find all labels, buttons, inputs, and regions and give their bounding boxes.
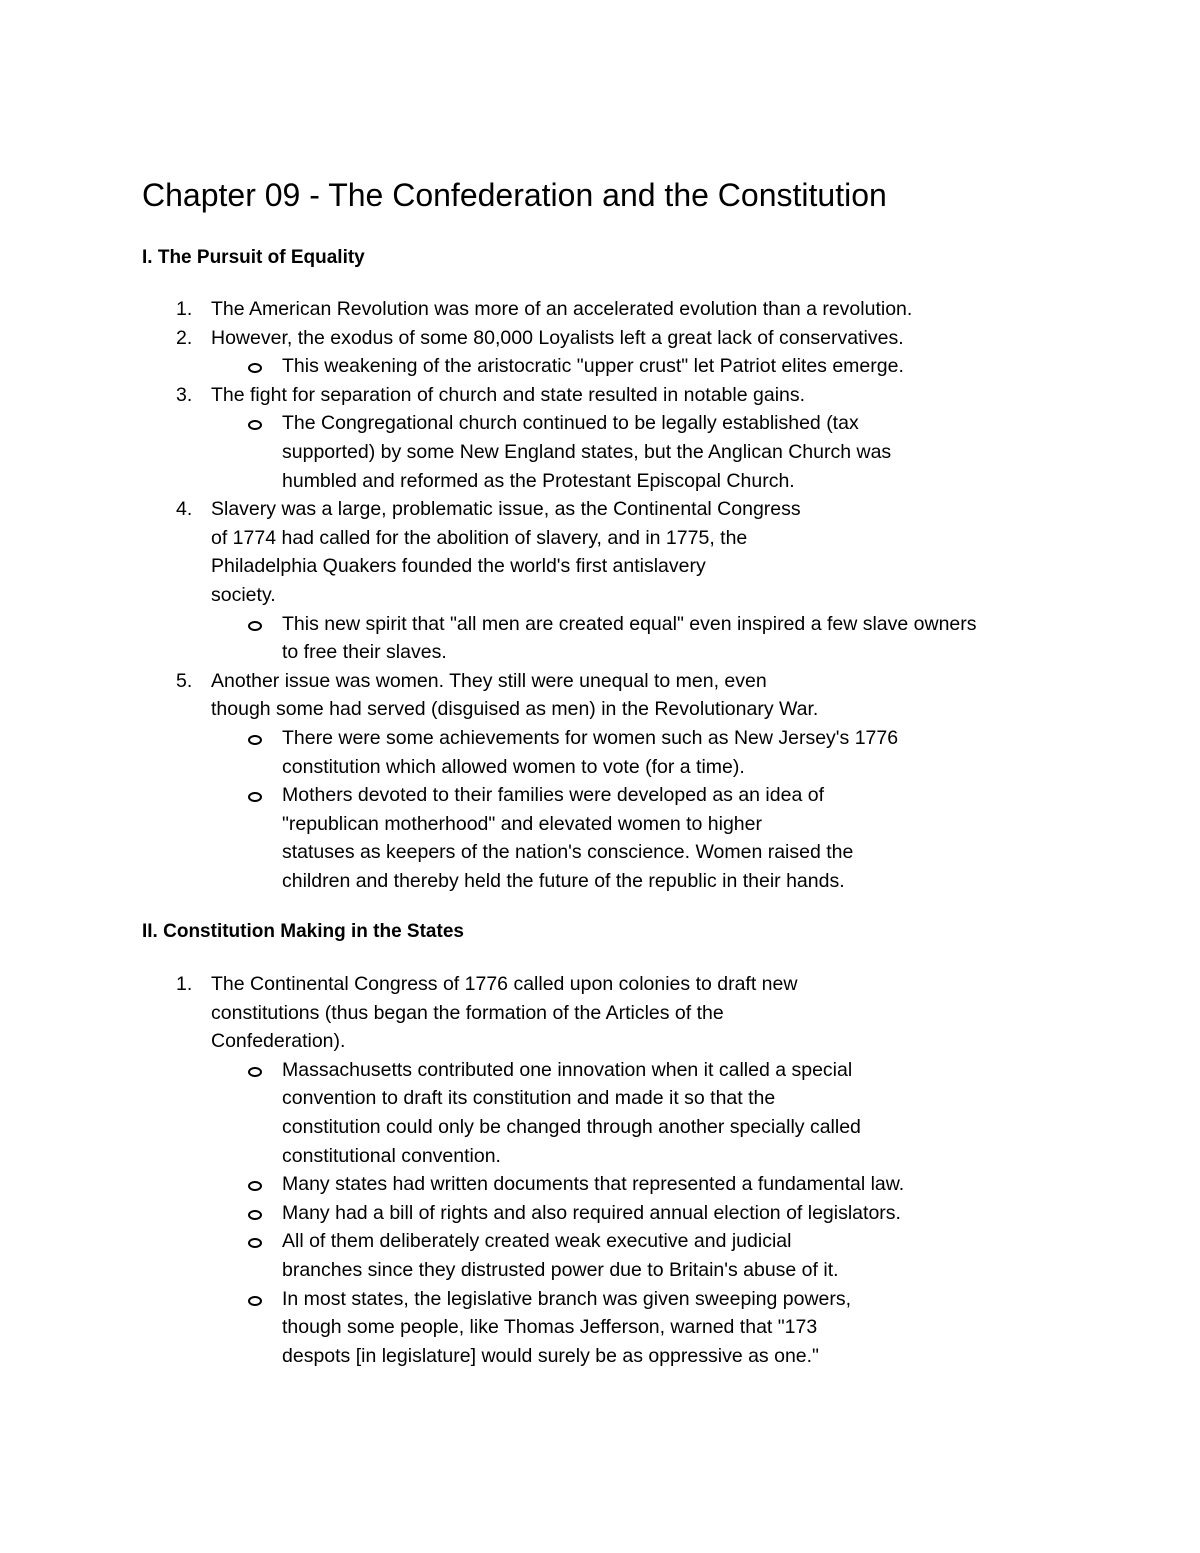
list-item-text: The American Revolution was more of an accelerated evolution than a revolution. — [211, 298, 913, 320]
list-item-text: Another issue was women. They still were unequal to men, even — [211, 669, 767, 692]
list-item-number: 1. — [176, 973, 193, 995]
list-item-number: 3. — [176, 383, 193, 406]
list-item-text: The Continental Congress of 1776 called upon colonies to draft new — [211, 973, 798, 995]
list-item-number: 1. — [176, 298, 193, 320]
bullet-circle-icon — [248, 1238, 262, 1248]
sub-item-text: to free their slaves. — [282, 641, 447, 664]
sub-item-text: constitutional convention. — [282, 1144, 501, 1167]
sub-item-text: All of them deliberately created weak executive and judicial — [282, 1230, 792, 1253]
sub-item-text: constitution which allowed women to vote (for a time). — [282, 755, 745, 778]
list-item-text: society. — [211, 584, 276, 606]
sub-item-text: humbled and reformed as the Protestant Episcopal Church. — [282, 469, 795, 492]
list-item-number: 2. — [176, 326, 193, 349]
bullet-circle-icon — [248, 363, 262, 373]
bullet-circle-icon — [248, 621, 262, 631]
sub-item-text: Many states had written documents that represented a fundamental law. — [282, 1173, 905, 1196]
bullet-circle-icon — [248, 420, 262, 430]
bullet-circle-icon — [248, 1181, 262, 1191]
list-item-text: Philadelphia Quakers founded the world's first antislavery — [211, 555, 706, 578]
list-item-text: However, the exodus of some 80,000 Loyalists left a great lack of conservatives. — [211, 326, 904, 349]
bullet-circle-icon — [248, 792, 262, 802]
list-item-text: though some had served (disguised as men) in the Revolutionary War. — [211, 698, 819, 721]
list-item-text: of 1774 had called for the abolition of slavery, and in 1775, the — [211, 526, 748, 549]
list-item-text: constitutions (thus began the formation of the Articles of the — [211, 1001, 724, 1024]
list-item-text: Slavery was a large, problematic issue, as the Continental Congress — [211, 498, 801, 521]
sub-item-text: convention to draft its constitution and made it so that the — [282, 1087, 776, 1110]
sub-item-text: branches since they distrusted power due to Britain's abuse of it. — [282, 1259, 839, 1281]
sub-item-text: In most states, the legislative branch was given sweeping powers, — [282, 1287, 852, 1310]
list-item-text: Confederation). — [211, 1030, 346, 1053]
list-item-text: The fight for separation of church and state resulted in notable gains. — [211, 383, 806, 406]
bullet-circle-icon — [248, 735, 262, 745]
document-title: Chapter 09 - The Confederation and the Constitution — [142, 177, 887, 213]
bullet-circle-icon — [248, 1210, 262, 1220]
sub-item-text: There were some achievements for women such as New Jersey's 1776 — [282, 727, 899, 749]
bullet-circle-icon — [248, 1296, 262, 1306]
sub-item-text: supported) by some New England states, but the Anglican Church was — [282, 441, 892, 463]
sub-item-text: Mothers devoted to their families were developed as an idea of — [282, 784, 824, 807]
sub-item-text: Massachusetts contributed one innovation when it called a special — [282, 1058, 853, 1081]
sub-item-text: despots [in legislature] would surely be as oppressive as one." — [282, 1344, 819, 1367]
list-item-number: 5. — [176, 669, 193, 692]
sub-item-text: children and thereby held the future of the republic in their hands. — [282, 870, 845, 892]
sub-item-text: constitution could only be changed through another specially called — [282, 1116, 861, 1138]
sub-item-text: "republican motherhood" and elevated women to higher — [282, 812, 762, 835]
sub-item-text: This weakening of the aristocratic "upper crust" let Patriot elites emerge. — [282, 355, 904, 378]
sub-item-text: though some people, like Thomas Jefferson, warned that "173 — [282, 1316, 818, 1339]
sub-item-text: Many had a bill of rights and also required annual election of legislators. — [282, 1201, 901, 1224]
sub-item-text: statuses as keepers of the nation's conscience. Women raised the — [282, 841, 854, 864]
bullet-circle-icon — [248, 1067, 262, 1077]
sub-item-text: This new spirit that "all men are created equal" even inspired a few slave owners — [282, 612, 977, 635]
list-item-number: 4. — [176, 498, 193, 521]
section-heading: I. The Pursuit of Equality — [142, 247, 365, 268]
section-heading: II. Constitution Making in the States — [142, 921, 464, 942]
sub-item-text: The Congregational church continued to be legally established (tax — [282, 412, 859, 435]
